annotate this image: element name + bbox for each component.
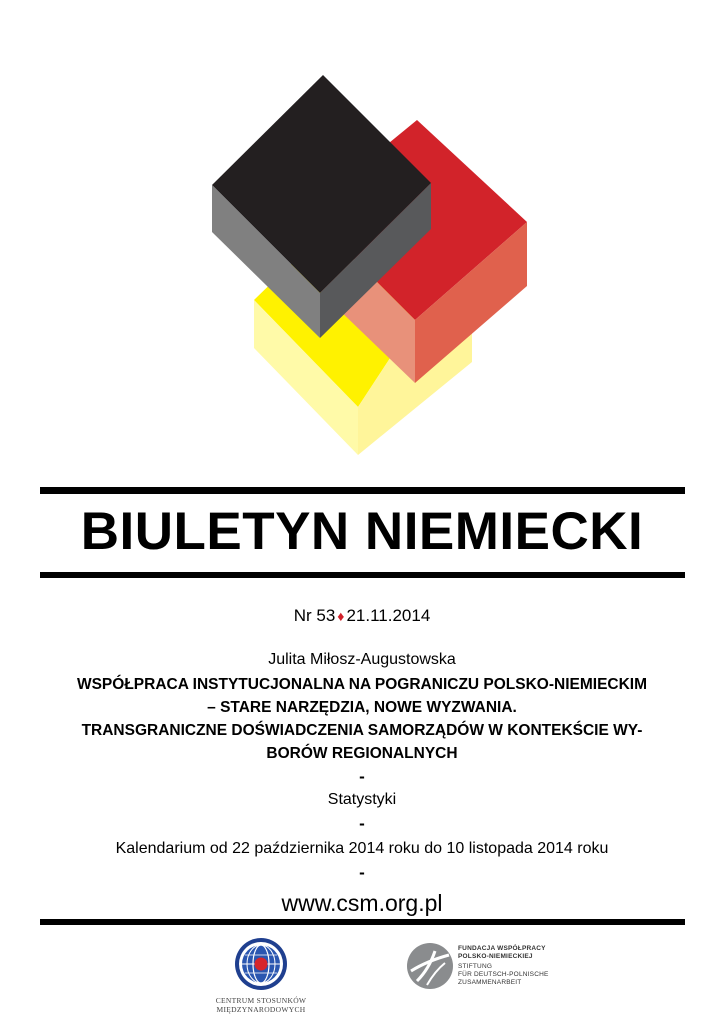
footer-rule bbox=[40, 919, 685, 925]
issue-date: 21.11.2014 bbox=[346, 606, 431, 625]
fwpn-logo bbox=[405, 941, 455, 991]
article-author: Julita Miłosz-Augustowska bbox=[268, 651, 456, 668]
issue-number: Nr 53 bbox=[293, 606, 336, 625]
fwpn-name-line: FUNDACJA WSPÓŁPRACY bbox=[458, 945, 546, 952]
article-title-line: – STARE NARZĘDZIA, NOWE WYZWANIA. bbox=[207, 699, 517, 716]
article-title-line: WSPÓŁPRACA INSTYTUCJONALNA NA POGRANICZU POLSKO-NIEMIECKIM bbox=[76, 676, 648, 693]
issue-line bbox=[0, 606, 724, 626]
separator-dash: - bbox=[359, 767, 365, 786]
website-link[interactable]: www.csm.org.pl bbox=[281, 890, 443, 916]
article-title-line: TRANSGRANICZNE DOŚWIADCZENIA SAMORZĄDÓW W KONTEKŚCIE WY- bbox=[81, 722, 643, 739]
statistics-heading: Statystyki bbox=[327, 791, 397, 808]
csm-name-line: CENTRUM STOSUNKÓW bbox=[215, 996, 307, 1005]
calendar-heading: Kalendarium od 22 października 2014 roku do 10 listopada 2014 roku bbox=[115, 840, 609, 857]
cubes-logo bbox=[0, 0, 724, 470]
fwpn-name-line: STIFTUNG bbox=[458, 963, 493, 970]
bulletin-title: BIULETYN NIEMIECKI bbox=[80, 502, 644, 561]
fwpn-name-line: FÜR DEUTSCH-POLNISCHE bbox=[458, 971, 549, 978]
diamond-icon: ♦ bbox=[337, 608, 345, 624]
separator-dash: - bbox=[359, 814, 365, 833]
fwpn-name-line: POLSKO-NIEMIECKIEJ bbox=[458, 953, 533, 960]
csm-name-line: MIĘDZYNARODOWYCH bbox=[216, 1005, 306, 1014]
title-top-rule bbox=[40, 487, 685, 494]
fwpn-name-line: ZUSAMMENARBEIT bbox=[458, 979, 522, 986]
title-bottom-rule bbox=[40, 572, 685, 578]
article-title-line: BORÓW REGIONALNYCH bbox=[266, 745, 458, 762]
separator-dash: - bbox=[359, 863, 365, 882]
csm-globe-logo bbox=[214, 934, 308, 994]
